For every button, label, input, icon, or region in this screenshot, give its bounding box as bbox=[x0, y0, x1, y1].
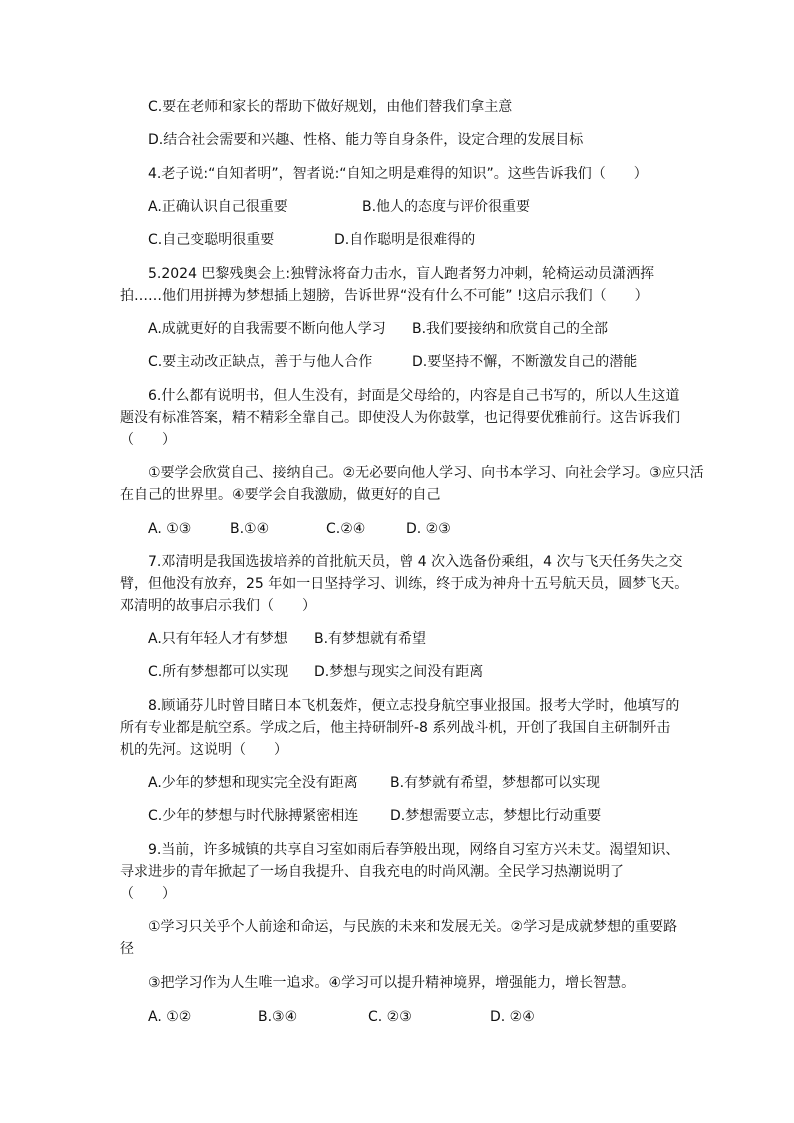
q6-option-a: A. ①③ bbox=[148, 521, 192, 537]
q7-stem-line-3: 邓清明的故事启示我们（ ） bbox=[120, 598, 316, 614]
q4-stem: 4.老子说:“自知者明”，智者说:“自知之明是难得的知识”。这些告诉我们（ ） bbox=[148, 166, 648, 182]
q7-option-b: B.有梦想就有希望 bbox=[314, 631, 427, 647]
q6-stem-line-1: 6.什么都有说明书，但人生没有，封面是父母给的，内容是自己书写的，所以人生这道 bbox=[148, 388, 680, 404]
q6-stem-line-3: （ ） bbox=[120, 432, 176, 448]
q8-option-a: A.少年的梦想和现实完全没有距离 bbox=[148, 775, 358, 791]
q5-option-c: C.要主动改正缺点，善于与他人合作 bbox=[148, 354, 373, 370]
q6-option-b: B.①④ bbox=[230, 521, 270, 537]
q6-option-c: C.②④ bbox=[326, 521, 366, 537]
q4-option-c: C.自己变聪明很重要 bbox=[148, 232, 275, 248]
q9-statements-line-1: ①学习只关乎个人前途和命运，与民族的未来和发展无关。②学习是成就梦想的重要路 bbox=[148, 919, 678, 935]
q6-stem-line-2: 题没有标准答案，精不精彩全靠自己。即使没人为你鼓掌，也记得要优雅前行。这告诉我们 bbox=[120, 410, 680, 426]
q7-stem-line-2: 臂，但他没有放弃，25 年如一日坚持学习、训练，终于成为神舟十五号航天员，圆梦飞天。 bbox=[120, 576, 689, 592]
q4-option-a: A.正确认识自己很重要 bbox=[148, 199, 288, 215]
q5-stem-line-1: 5.2024 巴黎残奥会上:独臂泳将奋力击水，盲人跑者努力冲刺，轮椅运动员潇洒挥 bbox=[148, 266, 655, 282]
q4-option-b: B.他人的态度与评价很重要 bbox=[362, 199, 531, 215]
q7-option-a: A.只有年轻人才有梦想 bbox=[148, 631, 288, 647]
q6-option-d: D. ②③ bbox=[406, 521, 451, 537]
q7-option-c: C.所有梦想都可以实现 bbox=[148, 664, 289, 680]
q5-option-a: A.成就更好的自我需要不断向他人学习 bbox=[148, 321, 386, 337]
q8-stem-line-2: 所有专业都是航空系。学成之后，他主持研制歼-8 系列战斗机，开创了我国自主研制歼击 bbox=[120, 720, 671, 736]
q8-stem-line-1: 8.顾诵芬儿时曾目睹日本飞机轰炸，便立志投身航空事业报国。报考大学时，他填写的 bbox=[148, 698, 680, 714]
q9-stem-line-1: 9.当前，许多城镇的共享自习室如雨后春笋般出现，网络自习室方兴未艾。渴望知识、 bbox=[148, 842, 680, 858]
q9-statements-line-3: ③把学习作为人生唯一追求。④学习可以提升精神境界，增强能力，增长智慧。 bbox=[148, 975, 636, 991]
q3-option-d: D.结合社会需要和兴趣、性格、能力等自身条件，设定合理的发展目标 bbox=[148, 132, 584, 148]
q7-stem-line-1: 7.邓清明是我国选拔培养的首批航天员，曾 4 次入选备份乘组，4 次与飞天任务失之交 bbox=[148, 554, 683, 570]
q9-stem-line-3: （ ） bbox=[120, 886, 176, 902]
q9-option-d: D. ②④ bbox=[490, 1009, 535, 1025]
q9-statements-line-2: 径 bbox=[120, 941, 134, 957]
q8-option-d: D.梦想需要立志，梦想比行动重要 bbox=[390, 808, 602, 824]
q5-stem-line-2: 拍……他们用拼搏为梦想插上翅膀，告诉世界“没有什么不可能” !这启示我们（ ） bbox=[120, 288, 649, 304]
q6-statements-line-1: ①要学会欣赏自己、接纳自己。②无必要向他人学习、向书本学习、向社会学习。③应只活 bbox=[148, 465, 704, 481]
q9-option-c: C. ②③ bbox=[368, 1009, 412, 1025]
q5-option-d: D.要坚持不懈，不断激发自己的潜能 bbox=[412, 354, 638, 370]
q8-option-c: C.少年的梦想与时代脉搏紧密相连 bbox=[148, 808, 359, 824]
q9-stem-line-2: 寻求进步的青年掀起了一场自我提升、自我充电的时尚风潮。全民学习热潮说明了 bbox=[120, 864, 624, 880]
q5-option-b: B.我们要接纳和欣赏自己的全部 bbox=[412, 321, 609, 337]
q8-option-b: B.有梦就有希望，梦想都可以实现 bbox=[390, 775, 601, 791]
q6-statements-line-2: 在自己的世界里。④要学会自我激励，做更好的自己 bbox=[120, 487, 441, 503]
q9-option-b: B.③④ bbox=[258, 1009, 298, 1025]
q7-option-d: D.梦想与现实之间没有距离 bbox=[314, 664, 484, 680]
q8-stem-line-3: 机的先河。这说明（ ） bbox=[120, 742, 288, 758]
q9-option-a: A. ①② bbox=[148, 1009, 192, 1025]
q3-option-c: C.要在老师和家长的帮助下做好规划，由他们替我们拿主意 bbox=[148, 99, 513, 115]
q4-option-d: D.自作聪明是很难得的 bbox=[334, 232, 476, 248]
